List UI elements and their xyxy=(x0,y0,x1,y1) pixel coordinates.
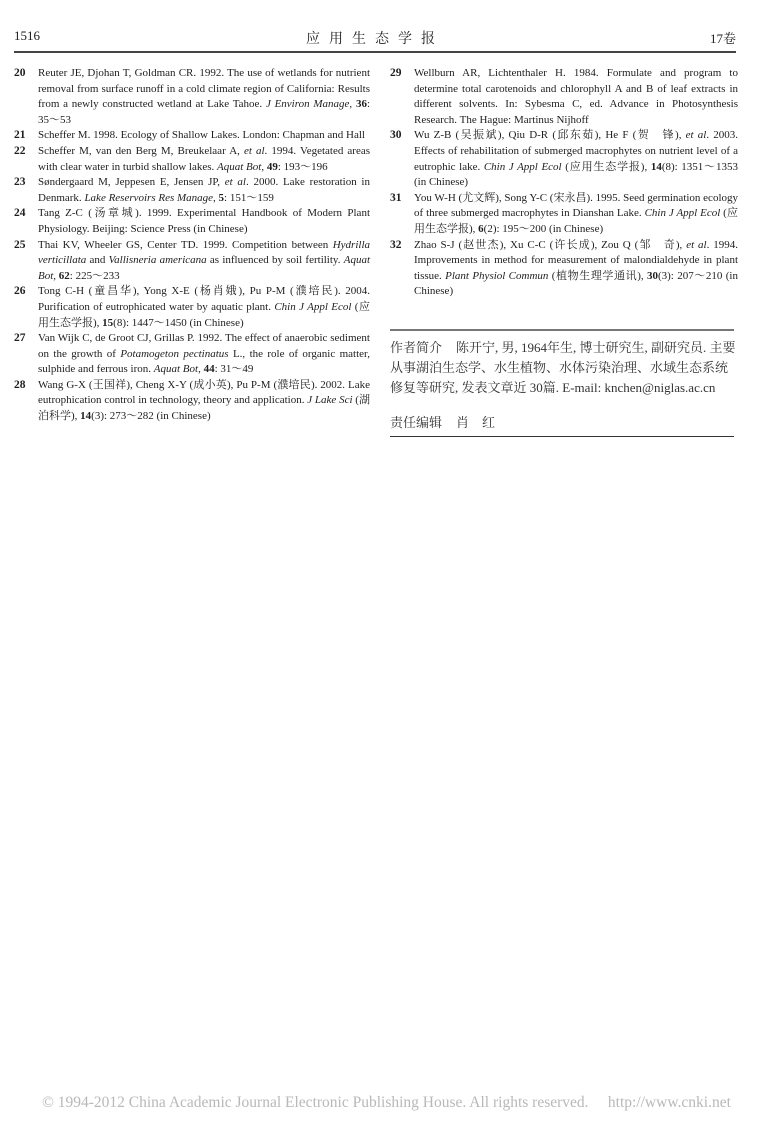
reference-entry xyxy=(390,128,738,190)
page-number: 1516 xyxy=(14,28,40,43)
reference-number: 24 xyxy=(14,207,26,220)
reference-text: You W-H (尤文辉), Song Y-C (宋永昌). 1995. Seed germination ecology of three submerged macrophytes in Dianshan Lake. Chin J Appl Ecol (应用生态学报), 6(2): 195～200 (in Chinese) xyxy=(414,191,738,235)
author-bio xyxy=(390,338,736,398)
editor-label: 责任编辑 xyxy=(390,415,443,430)
reference-entry xyxy=(14,238,370,285)
reference-text: Scheffer M, van den Berg M, Breukelaar A, et al. 1994. Vegetated areas with clear water in turbid shallow lakes. Aquat Bot, 49: 193～196 xyxy=(38,144,370,173)
reference-entry xyxy=(14,144,370,175)
responsible-editor xyxy=(390,412,495,431)
reference-text: Wang G-X (王国祥), Cheng X-Y (成小英), Pu P-M (濮培民). 2002. Lake eutrophication control in technology, theory and application. J Lake Sci (湖泊科学), 14(3): 273～282 (in Chinese) xyxy=(38,378,370,423)
reference-number: 32 xyxy=(390,238,402,251)
header-rule xyxy=(14,51,736,53)
reference-number: 30 xyxy=(390,129,402,142)
copyright-footer: © 1994-2012 China Academic Journal Electronic Publishing House. All rights reserved. http://www.cnki.net xyxy=(42,1094,731,1111)
reference-text: Tang Z-C (汤章城). 1999. Experimental Handbook of Modern Plant Physiology. Beijing: Science Press (in Chinese) xyxy=(38,207,370,235)
reference-text: Van Wijk C, de Groot CJ, Grillas P. 1992. The effect of anaerobic sediment on the growth of Potamogeton pectinatus L., the role of organic matter, sulphide and ferrous iron. Aquat Bot, 44: 31～49 xyxy=(38,332,371,376)
reference-number: 23 xyxy=(14,176,26,189)
reference-entry xyxy=(14,284,370,331)
references-left-column xyxy=(14,66,370,425)
reference-text: Thai KV, Wheeler GS, Center TD. 1999. Competition between Hydrilla verticillata and Vallisneria americana as influenced by soil fertility. Aquat Bot, 62: 225～233 xyxy=(38,238,370,282)
reference-number: 20 xyxy=(14,67,26,79)
author-bio-label: 作者简介 xyxy=(390,340,443,355)
reference-number: 21 xyxy=(14,129,26,142)
reference-number: 25 xyxy=(14,238,26,251)
reference-number: 28 xyxy=(14,378,26,391)
reference-entry xyxy=(14,128,370,144)
reference-entry xyxy=(390,66,738,128)
page-header xyxy=(14,28,736,50)
reference-number: 22 xyxy=(14,144,26,157)
reference-text: Wu Z-B (吴振斌), Qiu D-R (邱东茹), He F (贺 锋), et al. 2003. Effects of rehabilitation of submerged macrophytes on nutrient level of a eutrophic lake. Chin J Appl Ecol (应用生态学报), 14(8): 1351～1353 (in Chinese) xyxy=(414,129,739,189)
reference-number: 31 xyxy=(390,191,402,204)
reference-text: Reuter JE, Djohan T, Goldman CR. 1992. The use of wetlands for nutrient removal from surface runoff in a cold climate region of California: Results from a newly constructed wetland at Lake Tahoe. J Environ Manage, 36: 35～53 xyxy=(38,67,370,126)
reference-entry xyxy=(14,206,370,237)
references-right-column xyxy=(390,66,738,300)
author-bio-text: 陈开宁, 男, 1964年生, 博士研究生, 副研究员. 主要从事湖泊生态学、水生植物、水体污染治理、水域生态系统修复等研究, 发表文章近 30篇. E-mail: knchen@niglas.ac.cn xyxy=(390,340,736,395)
reference-number: 27 xyxy=(14,332,26,345)
reference-text: Zhao S-J (赵世杰), Xu C-C (许长成), Zou Q (邹 奇), et al. 1994. Improvements in method for measurement of malondialdehyde in plant tissue. Plant Physiol Commun (植物生理学通讯), 30(3): 207～210 (in Chinese) xyxy=(414,238,739,298)
author-bio-top-rule xyxy=(390,329,734,331)
editor-name: 肖 红 xyxy=(456,415,496,430)
reference-entry xyxy=(390,238,738,300)
reference-entry xyxy=(14,66,370,128)
reference-number: 29 xyxy=(390,67,402,79)
reference-entry xyxy=(14,378,370,425)
author-bio-bottom-rule xyxy=(390,436,734,437)
reference-text: Søndergaard M, Jeppesen E, Jensen JP, et al. 2000. Lake restoration in Denmark. Lake Reservoirs Res Manage, 5: 151～159 xyxy=(38,176,370,204)
reference-text: Scheffer M. 1998. Ecology of Shallow Lakes. London: Chapman and Hall xyxy=(38,129,365,142)
reference-entry xyxy=(14,175,370,206)
reference-text: Wellburn AR, Lichtenthaler H. 1984. Formulate and program to determine total carotenoids and chlorophyll A and B of leaf extracts in different solvents. In: Sybesma C, ed. Advance in Photosynthesis Research. The Hague: Martinus Nijhoff xyxy=(414,67,738,126)
volume-label: 17卷 xyxy=(709,31,736,46)
reference-entry xyxy=(14,331,370,378)
reference-text: Tong C-H (童昌华), Yong X-E (杨肖娥), Pu P-M (濮培民). 2004. Purification of eutrophicated water by aquatic plant. Chin J Appl Ecol (应用生态学报), 15(8): 1447～1450 (in Chinese) xyxy=(38,285,370,329)
journal-name: 应用生态学报 xyxy=(306,32,444,47)
reference-entry xyxy=(390,191,738,238)
reference-number: 26 xyxy=(14,285,26,298)
